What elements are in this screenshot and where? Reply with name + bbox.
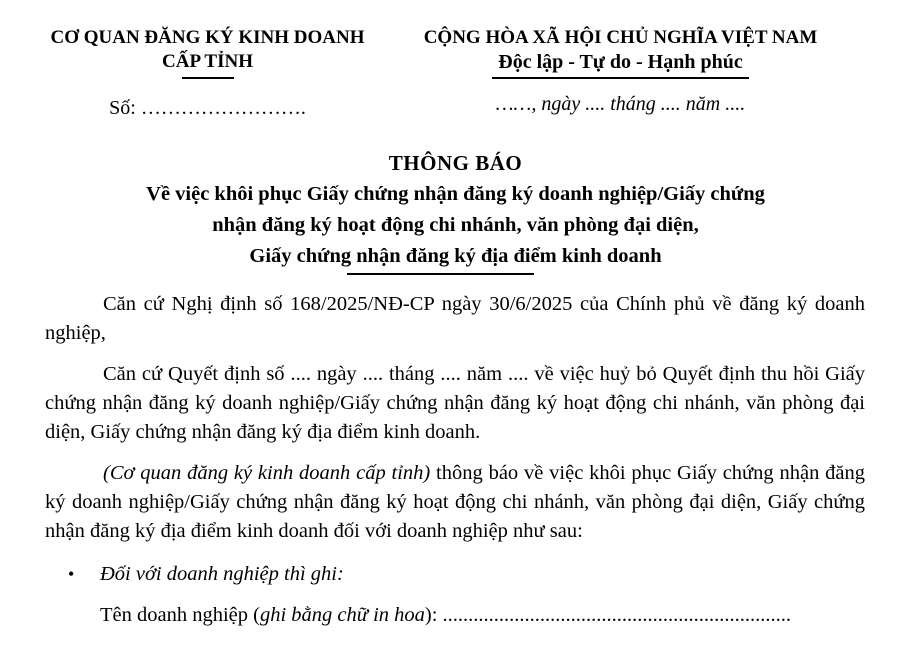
authority-placeholder: (Cơ quan đăng ký kinh doanh cấp tỉnh) <box>103 462 431 484</box>
subtitle-line-1: Về việc khôi phục Giấy chứng nhận đăng ký doanh nghiệp/Giấy chứng <box>146 183 765 205</box>
document-number-line: Số: ……………………. <box>109 97 306 119</box>
issuing-authority-block <box>45 26 370 120</box>
issuing-authority-line2: CẤP TỈNH <box>162 51 253 72</box>
date-place-line: ……, ngày .... tháng .... năm .... <box>495 93 746 115</box>
enterprise-name-field-line <box>45 601 865 630</box>
announcement-text: thông báo về việc khôi phục Giấy chứng nhận đăng ký doanh nghiệp/Giấy chứng nhận đăng ký hoạt động chi nhánh, văn phòng đại diện, Giấy chứng nhận đăng ký địa điểm kinh doanh đối với doanh nghiệp như sau: <box>45 462 866 542</box>
enterprise-name-dotted-blank: ): .................................................................... <box>424 604 792 626</box>
national-title-line: CỘNG HÒA XÃ HỘI CHỦ NGHĨA VIỆT NAM <box>423 27 818 48</box>
legal-basis-paragraph-2: Căn cứ Quyết định số .... ngày .... tháng .... năm .... về việc huỷ bỏ Quyết định thu hồi Giấy chứng nhận đăng ký doanh nghiệp/Giấy chứng nhận đăng ký hoạt động chi nhánh, văn phòng đại diện, Giấy chứng nhận đăng ký địa điểm kinh doanh. <box>45 363 865 443</box>
document-body <box>0 290 911 630</box>
document-title: THÔNG BÁO <box>388 151 523 175</box>
enterprise-name-label: Tên doanh nghiệp ( <box>100 604 260 626</box>
authority-underline-rule <box>182 77 234 79</box>
subtitle-line-2: nhận đăng ký hoạt động chi nhánh, văn phòng đại diện, <box>212 214 699 236</box>
enterprise-name-hint: ghi bằng chữ in hoa <box>259 604 425 626</box>
issuing-authority-line1: CƠ QUAN ĐĂNG KÝ KINH DOANH <box>50 27 365 48</box>
subtitle-underline-rule <box>347 273 534 275</box>
bullet-item-label: Đối với doanh nghiệp thì ghi: <box>100 563 344 585</box>
legal-basis-paragraph-1: Căn cứ Nghị định số 168/2025/NĐ-CP ngày 30/6/2025 của Chính phủ về đăng ký doanh nghiệp, <box>45 293 865 344</box>
motto-line: Độc lập - Tự do - Hạnh phúc <box>492 50 748 79</box>
subtitle-line-3: Giấy chứng nhận đăng ký địa điểm kinh doanh <box>249 245 662 267</box>
title-block <box>0 150 911 275</box>
national-motto-block <box>370 26 871 120</box>
announcement-paragraph <box>45 459 865 546</box>
bullet-item-enterprise <box>45 560 865 589</box>
document-header <box>0 26 911 120</box>
bullet-icon: • <box>68 564 75 584</box>
document-subtitle <box>0 179 911 272</box>
